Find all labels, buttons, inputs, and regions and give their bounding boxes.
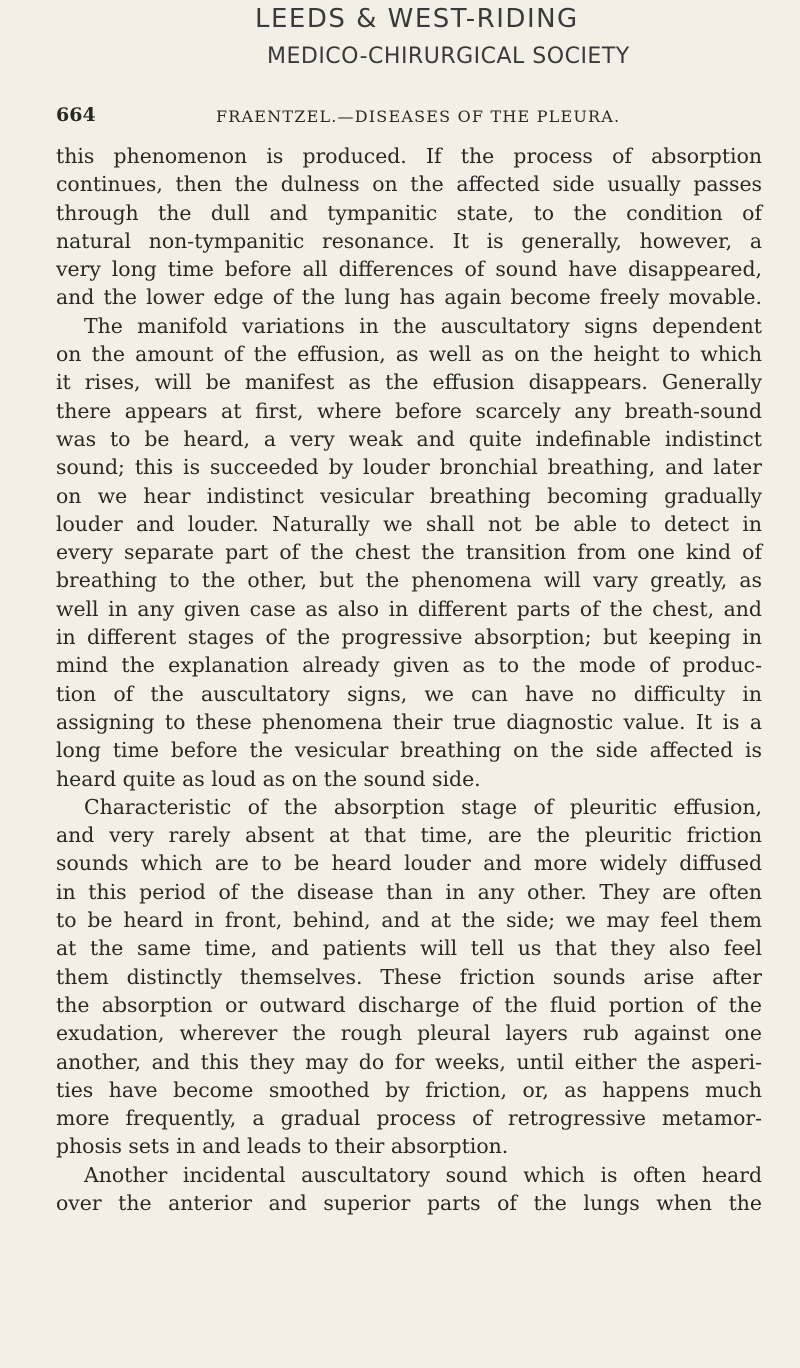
text-line: breathing to the other, but the phenomena will vary greatly, as <box>56 568 762 593</box>
text-line: sound; this is succeeded by louder bronchial breathing, and later <box>56 455 762 480</box>
text-line: in different stages of the progressive absorption; but keeping in <box>56 625 762 650</box>
stamp-society-location: LEEDS & WEST-RIDING <box>255 4 579 34</box>
text-line: continues, then the dulness on the affected side usually passes <box>56 172 762 197</box>
text-line: this phenomenon is produced. If the process of absorption <box>56 144 762 168</box>
text-line: sounds which are to be heard louder and more widely diffused <box>56 851 762 876</box>
text-line: every separate part of the chest the transition from one kind of <box>56 540 762 565</box>
text-line: to be heard in front, behind, and at the side; we may feel them <box>56 908 762 933</box>
text-line: on we hear indistinct vesicular breathing becoming gradually <box>56 483 762 508</box>
page-number: 664 <box>56 104 96 126</box>
text-line: in this period of the disease than in any other. They are often <box>56 879 762 904</box>
running-title: FRAENTZEL.—DISEASES OF THE PLEURA. <box>216 107 621 126</box>
text-line: phosis sets in and leads to their absorption. <box>56 1134 509 1159</box>
running-head <box>56 104 766 134</box>
text-line: another, and this they may do for weeks, until either the asperi- <box>56 1049 762 1074</box>
text-line: over the anterior and superior parts of the lungs when the <box>56 1190 762 1215</box>
text-line: exudation, wherever the rough pleural layers rub against one <box>56 1021 762 1046</box>
text-line: the absorption or outward discharge of the fluid portion of the <box>56 992 762 1017</box>
text-line: there appears at first, where before scarcely any breath-sound <box>56 398 762 423</box>
text-line: Another incidental auscultatory sound which is often heard <box>84 1162 762 1187</box>
text-line: very long time before all differences of sound have disappeared, <box>56 257 762 282</box>
text-line: and the lower edge of the lung has again become freely movable. <box>56 285 762 310</box>
text-line: long time before the vesicular breathing on the side affected is <box>56 738 762 763</box>
text-line: on the amount of the effusion, as well as on the height to which <box>56 342 762 367</box>
text-line: The manifold variations in the auscultatory signs dependent <box>84 313 762 338</box>
text-line: louder and louder. Naturally we shall not be able to detect in <box>56 511 762 536</box>
text-line: tion of the auscultatory signs, we can have no difficulty in <box>56 681 762 706</box>
text-line: mind the explanation already given as to the mode of produc- <box>56 653 762 678</box>
text-line: assigning to these phenomena their true diagnostic value. It is a <box>56 709 762 734</box>
text-line: Characteristic of the absorption stage of pleuritic effusion, <box>84 794 762 819</box>
text-line: heard quite as loud as on the sound side. <box>56 766 481 791</box>
text-line: at the same time, and patients will tell us that they also feel <box>56 936 762 961</box>
text-line: it rises, will be manifest as the effusion disappears. Generally <box>56 370 762 395</box>
body-text <box>56 142 762 1217</box>
text-line: through the dull and tympanitic state, to the condition of <box>56 200 762 225</box>
text-line: more frequently, a gradual process of retrogressive metamor- <box>56 1106 762 1131</box>
stamp-society-name: MEDICO-CHIRURGICAL SOCIETY <box>267 44 630 69</box>
text-line: well in any given case as also in different parts of the chest, and <box>56 596 762 621</box>
text-line: and very rarely absent at that time, are the pleuritic friction <box>56 823 762 848</box>
text-line: ties have become smoothed by friction, or, as happens much <box>56 1077 762 1102</box>
text-line: natural non-tympanitic resonance. It is generally, however, a <box>56 228 762 253</box>
text-line: them distinctly themselves. These friction sounds arise after <box>56 964 762 989</box>
text-line: was to be heard, a very weak and quite indefinable indistinct <box>56 426 762 451</box>
